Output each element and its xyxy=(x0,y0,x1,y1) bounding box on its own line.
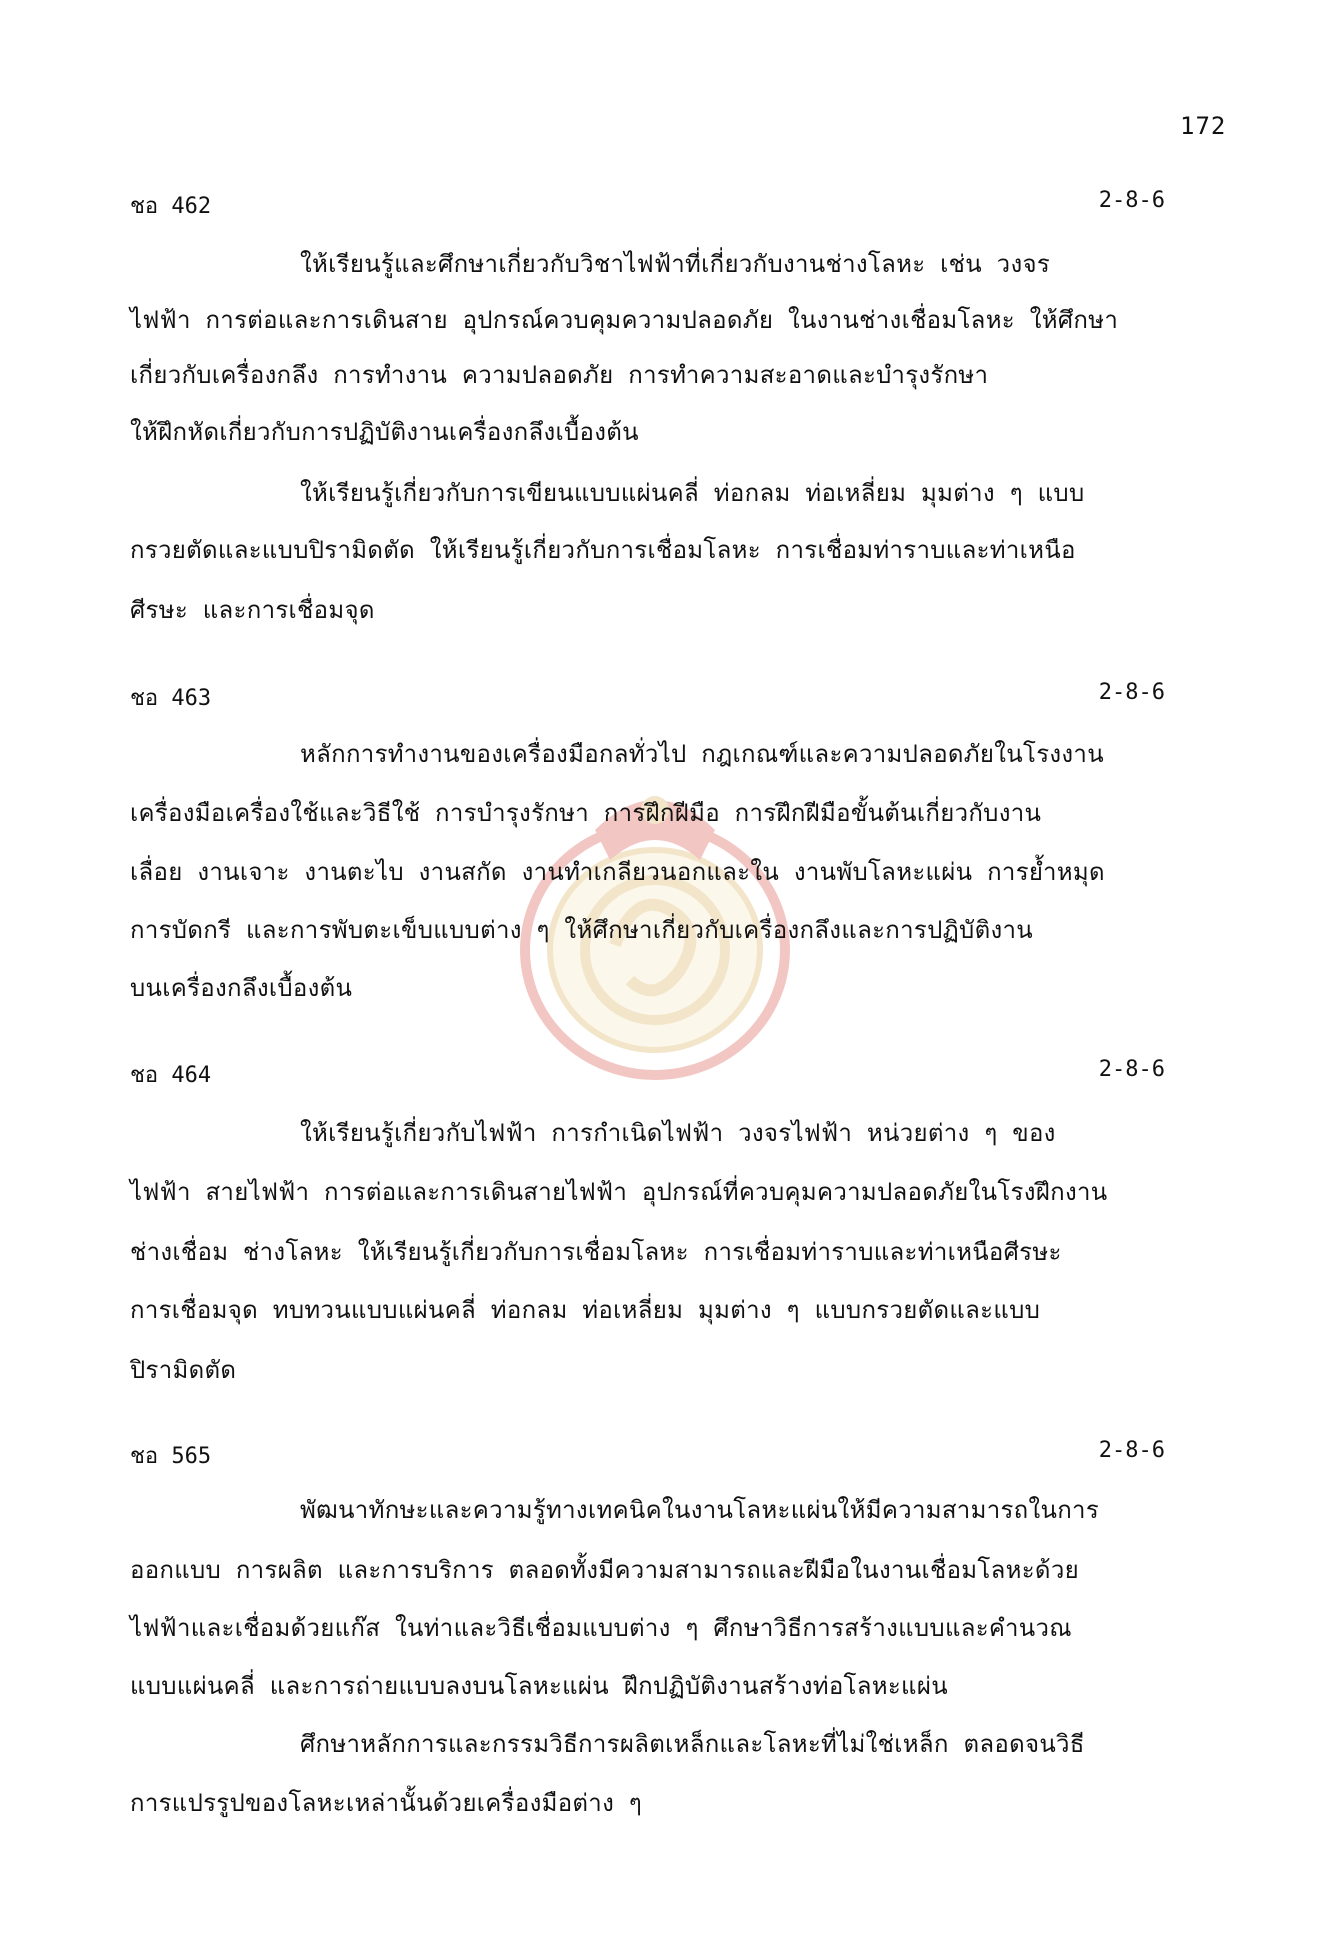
description-line: ศีรษะ และการเชื่อมจุด xyxy=(130,596,375,624)
description-line: ให้ฝึกหัดเกี่ยวกับการปฏิบัติงานเครื่องกลึงเบื้องต้น xyxy=(130,418,639,446)
course-credits: 2-8-6 xyxy=(1098,1057,1165,1082)
description-line: ไฟฟ้า สายไฟฟ้า การต่อและการเดินสายไฟฟ้า อุปกรณ์ที่ควบคุมความปลอดภัยในโรงฝึกงาน xyxy=(130,1178,1108,1206)
course-code: ชอ 462 xyxy=(130,194,212,219)
description-line: การบัดกรี และการพับตะเข็บแบบต่าง ๆ ให้ศึกษาเกี่ยวกับเครื่องกลึงและการปฏิบัติงาน xyxy=(130,916,1033,944)
course-credits: 2-8-6 xyxy=(1098,1438,1165,1463)
description-line: กรวยตัดและแบบปิรามิดตัด ให้เรียนรู้เกี่ยวกับการเชื่อมโลหะ การเชื่อมท่าราบและท่าเหนือ xyxy=(130,536,1076,564)
description-line: เครื่องมือเครื่องใช้และวิธีใช้ การบำรุงรักษา การฝึกฝีมือ การฝึกฝีมือขั้นต้นเกี่ยวกับงาน xyxy=(130,799,1042,827)
course-header xyxy=(130,1057,1165,1089)
description-line: แบบแผ่นคลี่ และการถ่ายแบบลงบนโลหะแผ่น ฝึกปฏิบัติงานสร้างท่อโลหะแผ่น xyxy=(130,1672,948,1700)
description-line: ให้เรียนรู้เกี่ยวกับการเขียนแบบแผ่นคลี่ ท่อกลม ท่อเหลี่ยม มุมต่าง ๆ แบบ xyxy=(300,479,1085,507)
course-code: ชอ 464 xyxy=(130,1063,212,1088)
course-code: ชอ 463 xyxy=(130,686,212,711)
course-header xyxy=(130,1438,1165,1470)
course-header xyxy=(130,680,1165,712)
description-line: ออกแบบ การผลิต และการบริการ ตลอดทั้งมีความสามารถและฝีมือในงานเชื่อมโลหะด้วย xyxy=(130,1556,1079,1584)
description-line: ช่างเชื่อม ช่างโลหะ ให้เรียนรู้เกี่ยวกับการเชื่อมโลหะ การเชื่อมท่าราบและท่าเหนือศีรษะ xyxy=(130,1238,1062,1266)
description-line: การเชื่อมจุด ทบทวนแบบแผ่นคลี่ ท่อกลม ท่อเหลี่ยม มุมต่าง ๆ แบบกรวยตัดและแบบ xyxy=(130,1296,1041,1324)
description-line: บนเครื่องกลึงเบื้องต้น xyxy=(130,974,353,1002)
description-line: ให้เรียนรู้และศึกษาเกี่ยวกับวิชาไฟฟ้าที่เกี่ยวกับงานช่างโลหะ เช่น วงจร xyxy=(300,250,1051,278)
description-line: ศึกษาหลักการและกรรมวิธีการผลิตเหล็กและโลหะที่ไม่ใช่เหล็ก ตลอดจนวิธี xyxy=(300,1730,1085,1758)
description-line: หลักการทำงานของเครื่องมือกลทั่วไป กฎเกณฑ์และความปลอดภัยในโรงงาน xyxy=(300,740,1104,768)
course-code: ชอ 565 xyxy=(130,1444,212,1469)
description-line: เกี่ยวกับเครื่องกลึง การทำงาน ความปลอดภัย การทำความสะอาดและบำรุงรักษา xyxy=(130,361,989,389)
description-line: การแปรรูปของโลหะเหล่านั้นด้วยเครื่องมือต่าง ๆ xyxy=(130,1789,643,1817)
page-number: 172 xyxy=(1180,112,1227,140)
description-line: เลื่อย งานเจาะ งานตะไบ งานสกัด งานทำเกลียวนอกและใน งานพับโลหะแผ่น การย้ำหมุด xyxy=(130,858,1105,886)
description-line: ให้เรียนรู้เกี่ยวกับไฟฟ้า การกำเนิดไฟฟ้า วงจรไฟฟ้า หน่วยต่าง ๆ ของ xyxy=(300,1119,1056,1147)
description-line: ไฟฟ้า การต่อและการเดินสาย อุปกรณ์ควบคุมความปลอดภัย ในงานช่างเชื่อมโลหะ ให้ศึกษา xyxy=(130,306,1119,334)
description-line: พัฒนาทักษะและความรู้ทางเทคนิคในงานโลหะแผ่นให้มีความสามารถในการ xyxy=(300,1496,1100,1524)
description-line: ปิรามิดตัด xyxy=(130,1356,237,1384)
course-credits: 2-8-6 xyxy=(1098,680,1165,705)
course-header xyxy=(130,188,1165,220)
description-line: ไฟฟ้าและเชื่อมด้วยแก๊ส ในท่าและวิธีเชื่อมแบบต่าง ๆ ศึกษาวิธีการสร้างแบบและคำนวณ xyxy=(130,1614,1072,1642)
course-credits: 2-8-6 xyxy=(1098,188,1165,213)
